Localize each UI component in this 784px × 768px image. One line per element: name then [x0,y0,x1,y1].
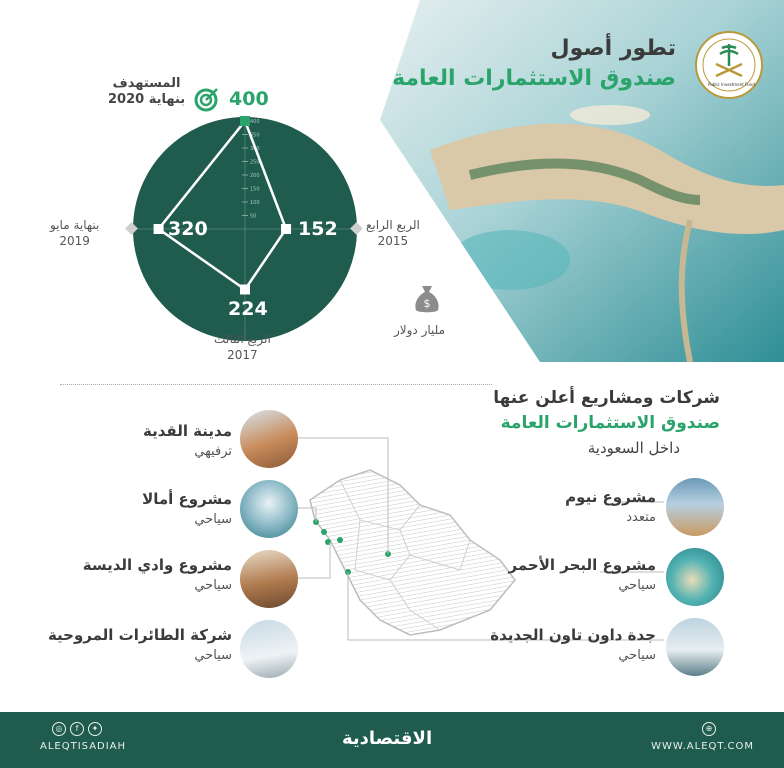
page-title-line1: تطور أصول [550,36,676,61]
thumb-amaala [240,480,298,538]
logo-text: Public Investment Fund [708,82,755,87]
axis-tick-label: 50 [250,213,257,220]
section-title-line3: داخل السعودية [587,439,680,457]
project-wadi-disah: مشروع وادي الديسة سياحي [82,556,232,593]
value-q3-2017: 224 [228,298,268,320]
globe-icon[interactable]: ⊕ [702,722,716,736]
project-helicopter-company: شركة الطائرات المروحية سياحي [47,626,232,663]
thumb-jeddah-downtown [666,618,724,676]
project-qiddiya: مدينة القدية ترفيهي [143,422,232,459]
project-jeddah-downtown: جدة داون تاون الجديدة سياحي [490,626,656,663]
label-target: المستهدف بنهاية 2020 [108,76,186,107]
axis-tick-label: 400 [250,119,260,125]
section-title-line2: صندوق الاستثمارات العامة [500,413,720,433]
svg-text:$: $ [423,297,431,310]
thumb-red-sea [666,548,724,606]
brand-logo: الاقتصادية [342,728,433,749]
axis-tick-label: 150 [250,186,260,193]
facebook-icon[interactable]: f [70,722,84,736]
axis-tick-label: 350 [250,132,260,139]
thumb-wadi-disah [240,550,298,608]
label-may-2019: بنهاية مايو 2019 [50,218,100,248]
project-red-sea: مشروع البحر الأحمر سياحي [508,556,656,593]
social-handle[interactable]: ALEQTISADIAH [40,741,127,752]
axis-tick-label: 200 [250,173,260,179]
label-q3-2017: الربع الثالث 2017 [214,332,271,362]
thumb-qiddiya [240,410,298,468]
thumb-helicopter [240,620,298,678]
section-title-line1: شركات ومشاريع أعلن عنها [493,388,720,408]
website-link[interactable]: WWW.ALEQT.COM [651,741,754,752]
thumb-neom [666,478,724,536]
project-amaala: مشروع أمالا سياحي [142,490,232,527]
value-q4-2015: 152 [298,218,338,240]
page-title-line2: صندوق الاستثمارات العامة [392,66,676,91]
label-q4-2015: الربع الرابع 2015 [366,218,420,248]
twitter-icon[interactable]: ✦ [88,722,102,736]
axis-tick-label: 300 [250,146,260,152]
axis-tick-label: 100 [250,200,260,206]
unit-label: مليار دولار [394,323,446,337]
instagram-icon[interactable]: ◎ [52,722,66,736]
project-neom: مشروع نيوم متعدد [565,488,656,525]
value-may-2019: 320 [168,218,208,240]
axis-tick-label: 250 [250,159,260,166]
value-target: 400 [229,88,269,110]
